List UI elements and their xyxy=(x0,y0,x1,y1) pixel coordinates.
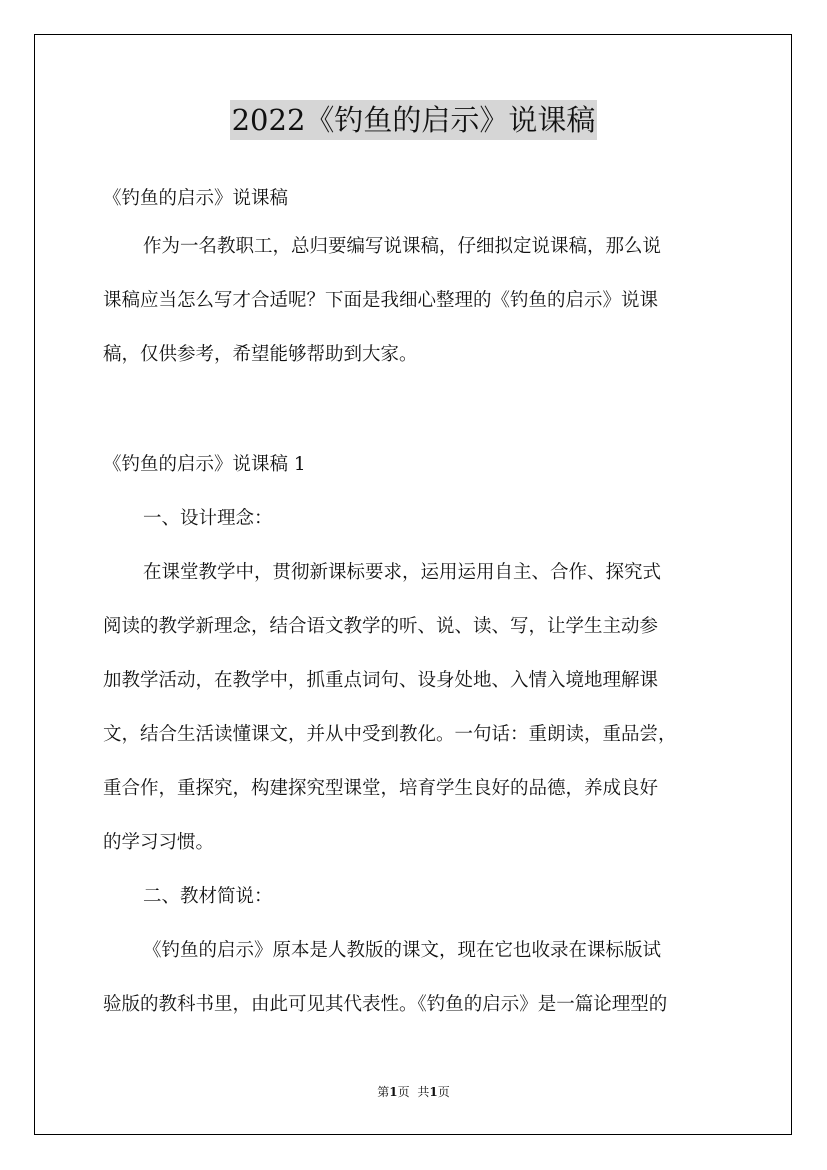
body-line: 阅读的教学新理念，结合语文教学的听、说、读、写，让学生主动参 xyxy=(103,616,659,637)
intro-line: 课稿应当怎么写才合适呢？下面是我细心整理的《钓鱼的启示》说课 xyxy=(103,290,659,311)
body-line: 加教学活动，在教学中，抓重点词句、设身处地、入情入境地理解课 xyxy=(103,670,659,691)
title-container xyxy=(0,100,827,140)
heading-textbook-intro: 二、教材简说： xyxy=(143,886,273,907)
intro-line: 作为一名教职工，总归要编写说课稿，仔细拟定说课稿，那么说 xyxy=(143,236,662,257)
body-line: 文，结合生活读懂课文，并从中受到教化。一句话：重朗读，重品尝， xyxy=(103,724,677,745)
body-line: 重合作，重探究，构建探究型课堂，培育学生良好的品德，养成良好 xyxy=(103,778,659,799)
section-title: 《钓鱼的启示》说课稿 1 xyxy=(103,454,306,475)
page-number: 1 xyxy=(389,1085,398,1099)
page-suffix: 页 xyxy=(397,1085,410,1099)
page-footer xyxy=(0,1082,827,1102)
body-line: 的学习习惯。 xyxy=(103,832,215,853)
document-subtitle: 《钓鱼的启示》说课稿 xyxy=(103,188,289,209)
intro-line: 稿，仅供参考，希望能够帮助到大家。 xyxy=(103,344,418,365)
body-line: 在课堂教学中，贯彻新课标要求，运用运用自主、合作、探究式 xyxy=(143,562,662,583)
total-suffix: 页 xyxy=(437,1085,450,1099)
body-line: 《钓鱼的启示》原本是人教版的课文，现在它也收录在课标版试 xyxy=(143,940,662,961)
intro-paragraph xyxy=(103,220,743,382)
total-prefix: 共 xyxy=(417,1085,430,1099)
heading-design-concept: 一、设计理念： xyxy=(143,508,273,529)
body-line: 验版的教科书里，由此可见其代表性。《钓鱼的启示》是一篇论理型的 xyxy=(103,994,668,1015)
document-title: 2022《钓鱼的启示》说课稿 xyxy=(230,100,598,140)
section-block xyxy=(103,438,743,1032)
page-prefix: 第 xyxy=(377,1085,390,1099)
total-pages: 1 xyxy=(429,1085,438,1099)
